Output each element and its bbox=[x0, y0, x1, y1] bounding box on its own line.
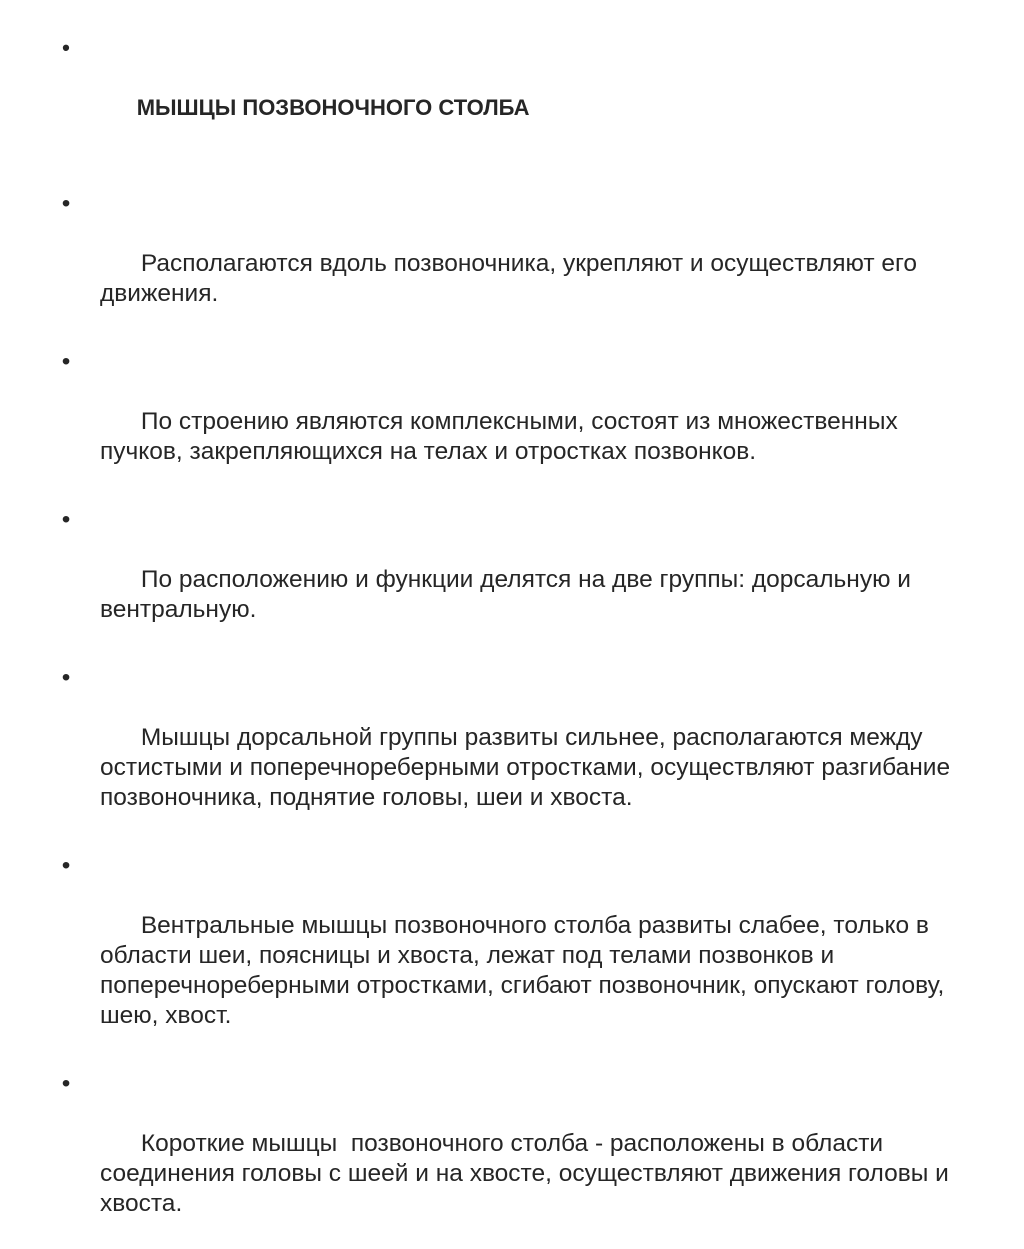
bullet-item-location bbox=[56, 189, 984, 339]
bullet-marker: • bbox=[61, 664, 71, 691]
bullet-item-ventral bbox=[56, 851, 984, 1061]
bullet-text: По строению являются комплексными, состоят из множественных пучков, закрепляющихся на телах и отростках позвонков. bbox=[100, 408, 905, 465]
bullet-text: Мышцы дорсальной группы развиты сильнее, располагаются между остистыми и поперечнореберными отростками, осуществляют разгибание позвоночника, поднятие головы, шеи и хвоста. bbox=[100, 724, 957, 811]
bullet-marker: • bbox=[62, 35, 70, 60]
bullet-text: Короткие мышцы позвоночного столба - расположены в области соединения головы с шеей и на хвосте, осуществляют движения головы и хвоста. bbox=[100, 1130, 956, 1217]
bullet-text: По расположению и функции делятся на две группы: дорсальную и вентральную. bbox=[100, 566, 918, 623]
bullet-marker: • bbox=[61, 852, 71, 879]
bullet-item-structure bbox=[56, 347, 984, 497]
bullet-marker: • bbox=[61, 1070, 71, 1097]
bullet-marker: • bbox=[61, 348, 71, 375]
slide-heading bbox=[56, 33, 984, 153]
bullet-marker: • bbox=[61, 506, 71, 533]
bullet-item-dorsal bbox=[56, 663, 984, 843]
bullet-text: Располагаются вдоль позвоночника, укрепляют и осуществляют его движения. bbox=[100, 250, 924, 307]
bullet-item-groups bbox=[56, 505, 984, 655]
bullet-list bbox=[56, 33, 984, 1249]
bullet-item-short bbox=[56, 1069, 984, 1249]
bullet-marker: • bbox=[61, 190, 71, 217]
bullet-text: Вентральные мышцы позвоночного столба развиты слабее, только в области шеи, поясницы и хвоста, лежат под телами позвонков и поперечнореберными отростками, сгибают позвоночник, опускают голову, шею, хвост. bbox=[100, 912, 952, 1029]
heading-text: МЫШЦЫ ПОЗВОНОЧНОГО СТОЛБА bbox=[136, 95, 530, 120]
